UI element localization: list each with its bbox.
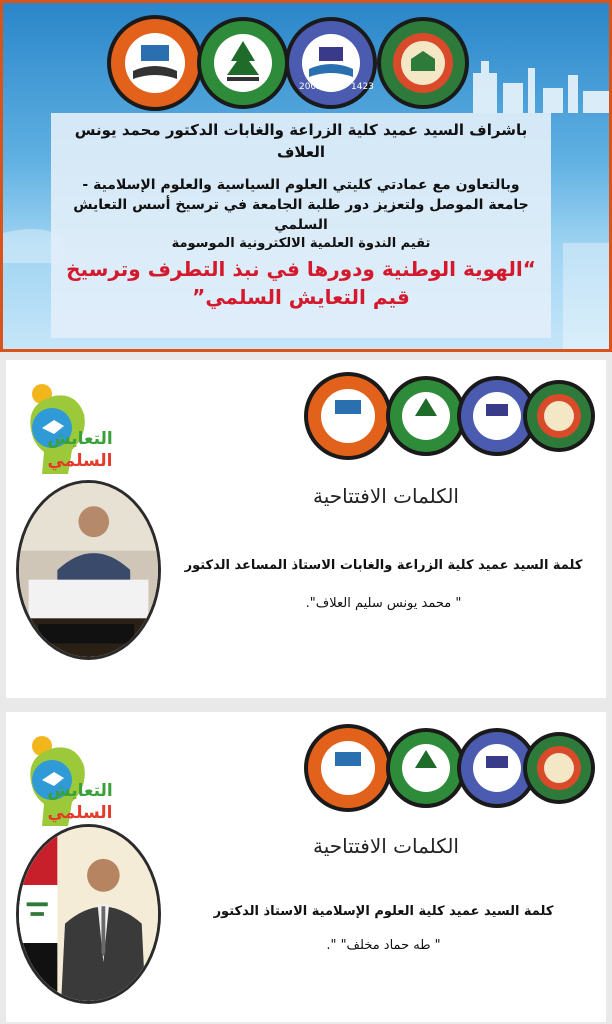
- speaker-name: " طه حماد مخلف" ".: [326, 938, 441, 953]
- opening-speech-card-2: [6, 712, 606, 1022]
- speaker-portrait-image: [19, 483, 158, 657]
- political-science-college-logo: [285, 17, 377, 109]
- speaker-description: كلمة السيد عميد كلية الزراعة والغابات الاستاذ المساعد الدكتور: [184, 558, 583, 573]
- islamic-sciences-college-logo: [377, 17, 469, 109]
- banner: [0, 0, 612, 352]
- university-logos-strip: [301, 720, 596, 815]
- supervision-text: باشراف السيد عميد كلية الزراعة والغابات الدكتور محمد يونس العلاف: [74, 121, 528, 161]
- university-logos-strip: [301, 368, 596, 463]
- university-logos-strip: [103, 13, 483, 113]
- peaceful-word: السلمي: [47, 451, 113, 471]
- peaceful-word: السلمي: [47, 803, 113, 823]
- seminar-title: “الهوية الوطنية ودورها في نبذ التطرف وترسيخ قيم التعايش السلمي”: [66, 257, 536, 309]
- coexistence-word: التعايش: [47, 429, 113, 449]
- opening-speeches-title: الكلمات الافتتاحية: [313, 484, 459, 508]
- speaker-description: كلمة السيد عميد كلية العلوم الإسلامية الاستاذ الدكتور: [213, 904, 554, 919]
- logo-year-1423: 1423: [351, 82, 374, 92]
- opening-speech-card-1: [6, 360, 606, 698]
- announcement-panel: [51, 113, 551, 338]
- peaceful-coexistence-logo: [14, 374, 134, 484]
- logo-year-2002: 2002: [299, 82, 322, 92]
- speaker-name: " محمد يونس سليم العلاف".: [305, 596, 462, 611]
- coexistence-word: التعايش: [47, 781, 113, 801]
- agriculture-college-logo: [107, 15, 203, 111]
- cooperation-text: وبالتعاون مع عمادتي كليتي العلوم السياسية والعلوم الإسلامية - جامعة الموصل ولتعزيز دور طلبة الجامعة في ترسيخ أسس التعايش السلمي: [73, 177, 529, 233]
- forestry-college-logo: [197, 17, 289, 109]
- opening-speeches-title: الكلمات الافتتاحية: [313, 834, 459, 858]
- peaceful-coexistence-logo: [14, 726, 134, 836]
- speaker-portrait-image: [19, 827, 158, 1001]
- seminar-intro-text: تقيم الندوة العلمية الالكترونية الموسومة: [171, 236, 431, 251]
- speaker-photo: [16, 480, 161, 660]
- speaker-photo: [16, 824, 161, 1004]
